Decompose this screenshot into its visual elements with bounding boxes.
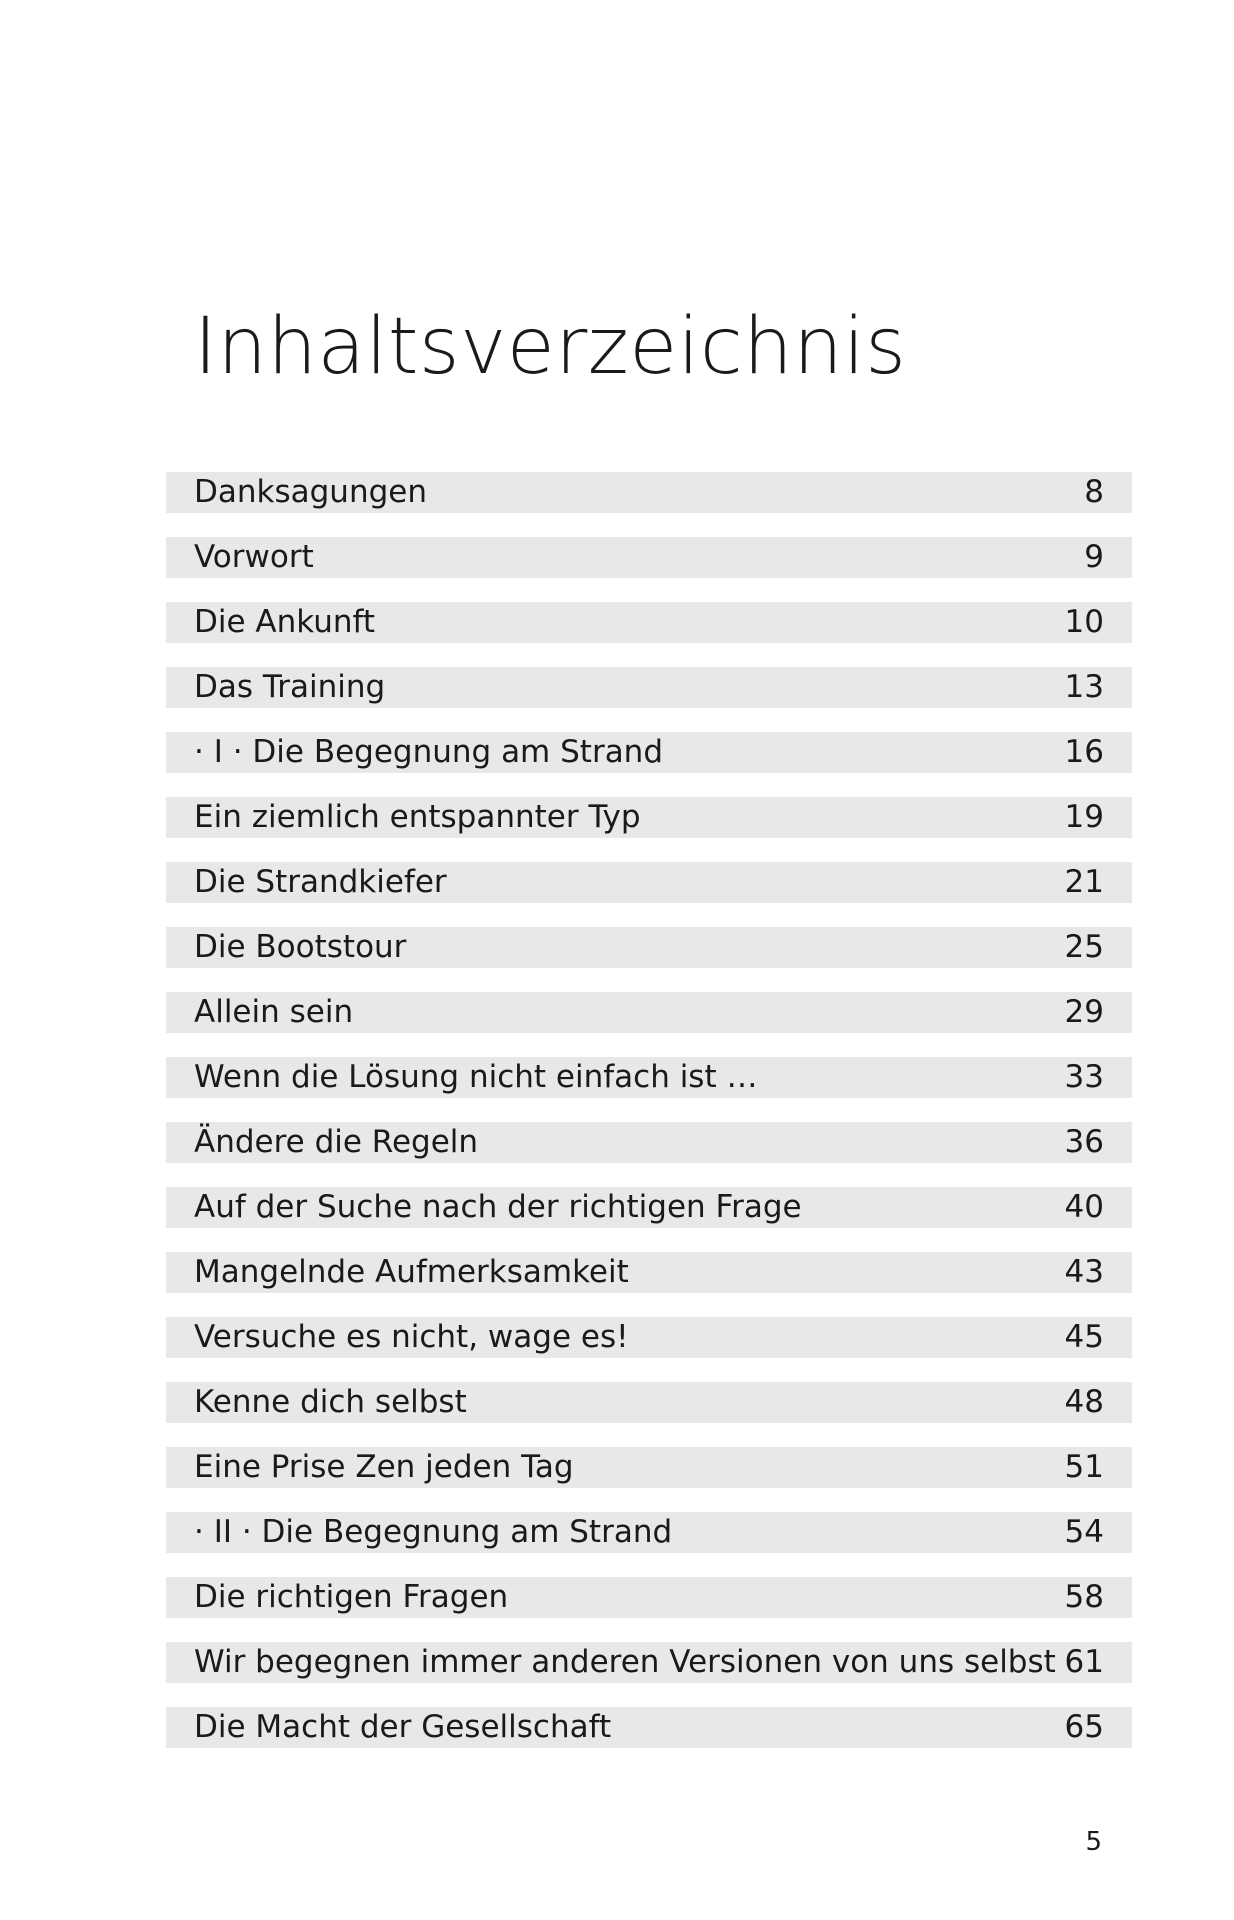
toc-entry-page: 65 — [1064, 1709, 1104, 1745]
toc-entry-title: Allein sein — [194, 994, 354, 1030]
toc-entry-title: Ein ziemlich entspannter Typ — [194, 799, 641, 835]
toc-entry-title: Wir begegnen immer anderen Versionen von uns selbst — [194, 1644, 1056, 1680]
toc-entry-page: 40 — [1064, 1189, 1104, 1225]
toc-entry-title: Die Bootstour — [194, 929, 407, 965]
toc-entry-title: Versuche es nicht, wage es! — [194, 1319, 629, 1355]
toc-entry[interactable] — [166, 992, 1132, 1033]
toc-entry-title: Die Ankunft — [194, 604, 376, 640]
toc-entry-page: 61 — [1064, 1644, 1104, 1680]
toc-entry[interactable] — [166, 1447, 1132, 1488]
toc-entry-page: 25 — [1064, 929, 1104, 965]
toc-entry-page: 36 — [1064, 1124, 1104, 1160]
toc-entry[interactable] — [166, 862, 1132, 903]
toc-entry-title: Auf der Suche nach der richtigen Frage — [194, 1189, 802, 1225]
toc-entry[interactable] — [166, 1707, 1132, 1748]
toc-entry-page: 29 — [1064, 994, 1104, 1030]
toc-entry-page: 45 — [1064, 1319, 1104, 1355]
toc-entry[interactable] — [166, 1642, 1132, 1683]
toc-entry-title: Die Strandkiefer — [194, 864, 447, 900]
toc-entry[interactable] — [166, 732, 1132, 773]
toc-entry[interactable] — [166, 602, 1132, 643]
toc-entry-title: Danksagungen — [194, 474, 427, 510]
toc-entry[interactable] — [166, 1122, 1132, 1163]
toc-entry-page: 19 — [1064, 799, 1104, 835]
toc-entry-page: 54 — [1064, 1514, 1104, 1550]
toc-entry-title: Die richtigen Fragen — [194, 1579, 509, 1615]
toc-entry-title: Ändere die Regeln — [194, 1124, 479, 1160]
toc-entry-page: 33 — [1064, 1059, 1104, 1095]
toc-entry[interactable] — [166, 1512, 1132, 1553]
toc-entry-page: 51 — [1064, 1449, 1104, 1485]
toc-entry-page: 58 — [1064, 1579, 1104, 1615]
page-title: Inhaltsverzeichnis — [194, 302, 907, 392]
toc-entry-title: Eine Prise Zen jeden Tag — [194, 1449, 574, 1485]
toc-entry[interactable] — [166, 472, 1132, 513]
toc-entry[interactable] — [166, 537, 1132, 578]
toc-entry-title: Die Macht der Gesellschaft — [194, 1709, 612, 1745]
toc-entry-page: 48 — [1064, 1384, 1104, 1420]
toc-entry[interactable] — [166, 1252, 1132, 1293]
toc-entry[interactable] — [166, 927, 1132, 968]
toc-entry[interactable] — [166, 667, 1132, 708]
page-number: 5 — [1085, 1827, 1102, 1857]
toc-entry[interactable] — [166, 1317, 1132, 1358]
toc-entry[interactable] — [166, 1382, 1132, 1423]
toc-entry-page: 13 — [1064, 669, 1104, 705]
toc-entry-title: · II · Die Begegnung am Strand — [194, 1514, 673, 1550]
toc-entry-page: 43 — [1064, 1254, 1104, 1290]
toc-entry[interactable] — [166, 1187, 1132, 1228]
toc-entry[interactable] — [166, 1057, 1132, 1098]
toc-entry-page: 16 — [1064, 734, 1104, 770]
toc-entry-title: Mangelnde Aufmerksamkeit — [194, 1254, 629, 1290]
toc-entry-title: · I · Die Begegnung am Strand — [194, 734, 664, 770]
table-of-contents — [166, 472, 1132, 1772]
toc-entry-title: Das Training — [194, 669, 386, 705]
toc-entry-page: 8 — [1084, 474, 1104, 510]
toc-entry-page: 9 — [1084, 539, 1104, 575]
toc-entry-title: Vorwort — [194, 539, 314, 575]
toc-entry[interactable] — [166, 797, 1132, 838]
toc-entry[interactable] — [166, 1577, 1132, 1618]
toc-entry-title: Kenne dich selbst — [194, 1384, 467, 1420]
toc-entry-page: 21 — [1064, 864, 1104, 900]
toc-entry-page: 10 — [1064, 604, 1104, 640]
toc-entry-title: Wenn die Lösung nicht einfach ist … — [194, 1059, 758, 1095]
